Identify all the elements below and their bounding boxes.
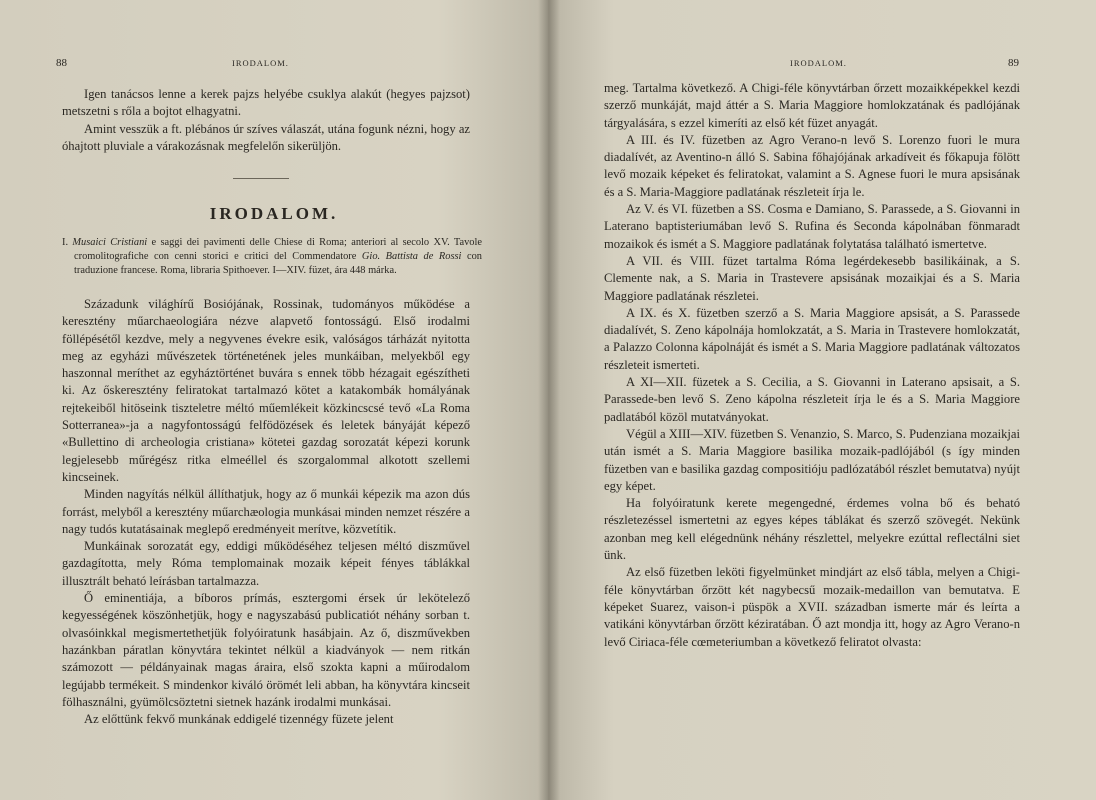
- biblio-title: Musaici Cristiani: [72, 237, 148, 248]
- paragraph: Az előttünk fekvő munkának eddigelé tizennégy füzete jelent: [84, 712, 394, 727]
- paragraph: A III. és IV. füzetben az Agro Verano-n levő S. Lorenzo fuori le mura diadalívét, az Aventino-n álló S. Sabina főhajójának arkadíveit és főkapuja fölött levő mozaik képeket és feliratokat, valamint a S. Agnese fuori le mura apsisának és a S. Maria-Maggiore padlatának részleteit írja le.: [604, 132, 1020, 199]
- biblio-text-a: e saggi dei pavimenti delle Chiese di Roma; anteriori al secolo XV. Tavole cromolitografiche con cenni storici e critici del Commendatore: [74, 237, 482, 262]
- left-page-number: 88: [56, 57, 67, 69]
- left-running-head: IRODALOM.: [232, 58, 289, 68]
- left-body-text: [62, 296, 470, 728]
- biblio-number: I.: [62, 237, 69, 248]
- paragraph: A XI—XII. füzetek a S. Cecilia, a S. Giovanni in Laterano apsisait, a S. Parassede-ben levő S. Zeno kápolna részleteit írja le és a S. Maria Maggiore padlatából közöl mutatványokat.: [604, 375, 1020, 424]
- paragraph: Századunk világhírű Bosiójának, Rossinak, tudományos működése a keresztény műarchaeologiára nézve alapvető fontosságú. Első irodalmi föllépésétől kezdve, mely a negyvenes évekre esik, valóságos tárházát nyitotta meg az egyházi művészetek történetének jeles munkáiban, melyekből egy haszonnal meríthet az egyháztörténet buvára s ennek több hézagait egészítheti ki. Az őskeresztény feliratokat tartalmazó kötet a katakombák homályának rejtekeiből hitöseink tiszteletre méltó műemlékeit közkincscsé tevő «La Roma Sotterranea»-ja a nagyfontosságú felfödözések és leletek bányáját képező «Bullettino di archeologia cristiana» kötetei gazdag sorozatát képezi korunk legjelesebb műrégész ritka elmeéllel és szorgalommal alkotott szellemi kincseinek.: [62, 297, 470, 484]
- paragraph: meg. Tartalma következő. A Chigi-féle könyvtárban őrzett mozaikképekkel kezdi szerző munkáját, majd áttér a S. Maria Maggiore homlokzatának és padlójának tárgyalására, s ezzel kimeríti az első két füzet anyagát.: [604, 81, 1020, 130]
- left-top-text: [62, 86, 470, 155]
- paragraph: Végül a XIII—XIV. füzetben S. Venanzio, S. Marco, S. Pudenziana mozaikjai után ismét a S. Maria Maggiore basilika mozaik-padlójából (s így minden füzetben van e basilika gazdag compositióju padlózatából részlet bemutatva) nyújt egy képet.: [604, 426, 1020, 493]
- right-body-text: [604, 80, 1020, 651]
- paragraph: Ha folyóiratunk kerete megengedné, érdemes volna bő és beható részletezéssel ismertetni az egyes képes táblákat és szerző szövegét. Nekünk azonban meg kell elégednünk néhány részlettel, melyekre ezúttal reflectálni siet ünk.: [604, 496, 1020, 563]
- paragraph: A IX. és X. füzetben szerző a S. Maria Maggiore apsisát, a S. Parassede diadalívét, S. Zeno kápolnája homlokzatát, a S. Maria in Trastevere homlokzatát, a Palazzo Colonna kápolnáját és ismét a S. Maria Maggiore padlatának változatos részleteit ismerteti.: [604, 305, 1020, 372]
- biblio-text-b: con traduzione francese. Roma, libraria Spithoever. I—XIV. füzet, ára 448 márka.: [74, 250, 482, 276]
- book-gutter: [538, 0, 560, 800]
- paragraph: Ő eminentiája, a bíboros prímás, esztergomi érsek úr lekötelező kegyességének köszönhetjük, hogy e nagyszabású publicatiót néhány sorban t. olvasóinkkal megismertethetjük folyóiratunk hasábjain. Az ő, diszművekben hazánkban páratlan könyvtára tekintet nélkül a kiadványok — nem ritkán számozott — példányainak magas áraira, első szokta kapni a műirodalom legújabb termékeit. S mindenkor kiváló örömét leli abban, ha könyvtára kincseit fölhasználni, gyümölcsöztetni sietnek hazánk irodalmi munkásai.: [62, 591, 470, 709]
- biblio-author: Gio. Battista de Rossi: [361, 250, 462, 262]
- paragraph: Az első füzetben leköti figyelmünket mindjárt az első tábla, melyen a Chigi-féle könyvtárban őrzött két nagybecsű mozaik-medaillon van bemutatva. E képeket Suarez, vaison-i püspök a XVII. században ismerte már és leírta a vatikáni könyvtárban őrzött kéziratában. Ő azt mondja itt, hogy az Agro Verano-n levő Ciriaca-féle cœmeteriumban a következő feliratot olvasta:: [604, 565, 1020, 649]
- paragraph: Amint vesszük a ft. plébános úr szíves válaszát, utána fogunk nézni, hogy az óhajtott pluviale a várakozásnak megfelelőn sikerüljön.: [62, 121, 470, 153]
- section-title: IRODALOM.: [209, 204, 339, 223]
- paragraph: Munkáinak sorozatát egy, eddigi működéséhez teljesen méltó diszművel gazdagította, mely Róma templomainak mozaik képeit fényes táblákkal illusztrált beható leírásban tartalmazza.: [62, 539, 470, 588]
- right-page: [548, 0, 1096, 800]
- right-running-head: IRODALOM.: [790, 58, 847, 68]
- bibliography-entry: [62, 236, 482, 277]
- section-divider: [233, 178, 289, 179]
- paragraph: Az V. és VI. füzetben a SS. Cosma e Damiano, S. Parassede, a S. Giovanni in Laterano baptisteriumában levő S. Rufina és Seconda kápolnában fönmaradt mozaikok és ismét a S. Maggiore padlatának folytatása található ismertetve.: [604, 202, 1020, 251]
- paragraph: Minden nagyítás nélkül állíthatjuk, hogy az ő munkái képezik ma azon dús forrást, melyből a keresztény műarchæologia munkásai minden nemzet részére a nagy tudós kutatásainak meglepő eredményeit merítve, közvetítik.: [62, 487, 470, 536]
- paragraph: Igen tanácsos lenne a kerek pajzs helyébe csuklya alakút (hegyes pajzsot) metszetni s rőla a bojtot elhagyatni.: [62, 87, 470, 119]
- paragraph: A VII. és VIII. füzet tartalma Róma legérdekesebb basilikáinak, a S. Clemente nak, a S. Maria in Trastevere apsisának mozaikjai és a S. Maria Maggiore padlatának részletei.: [604, 253, 1020, 303]
- right-page-number: 89: [1008, 57, 1019, 69]
